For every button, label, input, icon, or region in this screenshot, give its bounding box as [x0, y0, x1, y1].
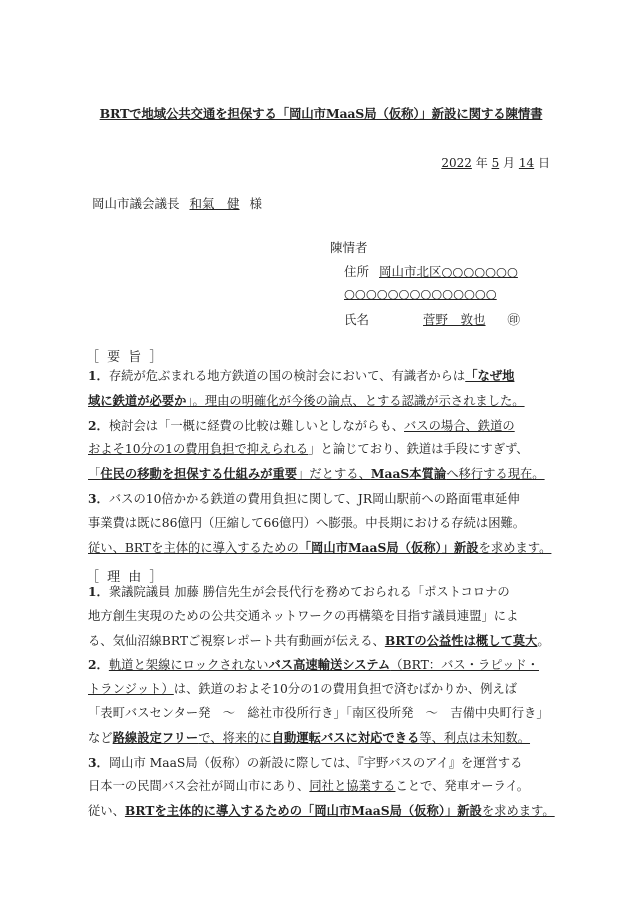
reasons-line: トランジット）は、鉄道のおよそ10分の1の費用負担で済むばかりか、例えば: [88, 682, 517, 697]
summary-line: およそ10分の1の費用負担で抑えられる」と論じており、鉄道は手段にすぎず、: [88, 442, 529, 457]
date-month-unit: 月: [503, 156, 516, 170]
reasons-line: 2．軌道と架線にロックされないバス高速輸送システム（BRT：バス・ラピッド・: [88, 657, 539, 673]
date-day: 14: [518, 156, 535, 170]
addressee: [92, 194, 262, 212]
date-month: 5: [491, 156, 500, 170]
date-year-unit: 年: [475, 156, 488, 170]
address-label: 住所: [344, 264, 370, 279]
summary-body: [88, 364, 552, 560]
address-value-1: 岡山市北区○○○○○○○: [379, 264, 518, 279]
petitioner-address-line-2: [344, 286, 497, 301]
petitioner-name: 菅野 敦也: [423, 312, 486, 327]
document-date: [420, 154, 550, 171]
reasons-line: 従い、BRTを主体的に導入するための「岡山市MaaS局（仮称）」新設を求めます。: [88, 803, 555, 819]
document-title: BRTで地域公共交通を担保する「岡山市MaaS局（仮称）」新設に関する陳情書: [99, 106, 543, 121]
petitioner-label: 陳情者: [330, 240, 368, 255]
date-year: 2022: [441, 156, 472, 170]
addressee-suffix: 様: [249, 196, 263, 211]
summary-line: 3．バスの10倍かかる鉄道の費用負担に関して、JR岡山駅前への路面電車延伸: [88, 490, 520, 506]
reasons-line: 1．衆議院議員 加藤 勝信先生が会長代行を務めておられる「ポストコロナの: [88, 584, 510, 599]
summary-line: 域に鉄道が必要か」。理由の明確化が今後の論点、とする認識が示されました。: [88, 392, 525, 408]
seal-mark: ㊞: [507, 312, 521, 327]
address-value-2: ○○○○○○○○○○○○○○: [344, 286, 497, 301]
reasons-line: 3．岡山市 MaaS局（仮称）の新設に際しては、『宇野バスのアイ』を運営する: [88, 754, 523, 770]
petitioner-address-line-1: [344, 262, 518, 280]
summary-line: 「住民の移動を担保する仕組みが重要」だとする、MaaS本質論へ移行する現在。: [88, 466, 545, 482]
summary-line: 2．検討会は「一概に経費の比較は難しいとしながらも、バスの場合、鉄道の: [88, 417, 515, 433]
summary-line: 従い、BRTを主体的に導入するための「岡山市MaaS局（仮称）」新設を求めます。: [88, 539, 552, 555]
summary-line: 事業費は既に86億円（圧縮して66億円）へ膨張。中長期における存続は困難。: [88, 515, 526, 530]
addressee-prefix: 岡山市議会議長: [92, 196, 180, 211]
reasons-line: など路線設定フリーで、将来的に自動運転バスに対応できる等、利点は未知数。: [88, 729, 531, 745]
petitioner-name-line: [344, 310, 520, 328]
reasons-line: る、気仙沼線BRTご視察レポート共有動画が伝える、BRTの公益性は概して莫大。: [88, 632, 550, 648]
reasons-line: 日本一の民間バス会社が岡山市にあり、同社と協業することで、発車オーライ。: [88, 779, 529, 794]
reasons-line: 「表町バスセンター発 ～ 総社市役所行き」「南区役所発 ～ 吉備中央町行き」: [88, 705, 549, 720]
date-day-unit: 日: [537, 156, 550, 170]
reasons-heading: ［ 理 由 ］: [86, 570, 165, 585]
reasons-line: 地方創生実現のための公共交通ネットワークの再構築を目指す議員連盟」によ: [88, 608, 519, 623]
name-label: 氏名: [344, 312, 370, 327]
summary-line: 1．存続が危ぶまれる地方鉄道の国の検討会において、有識者からは「なぜ地: [88, 368, 515, 383]
summary-heading: ［ 要 旨 ］: [86, 350, 165, 365]
reasons-body: [88, 580, 555, 824]
addressee-name: 和氣 健: [189, 196, 240, 211]
